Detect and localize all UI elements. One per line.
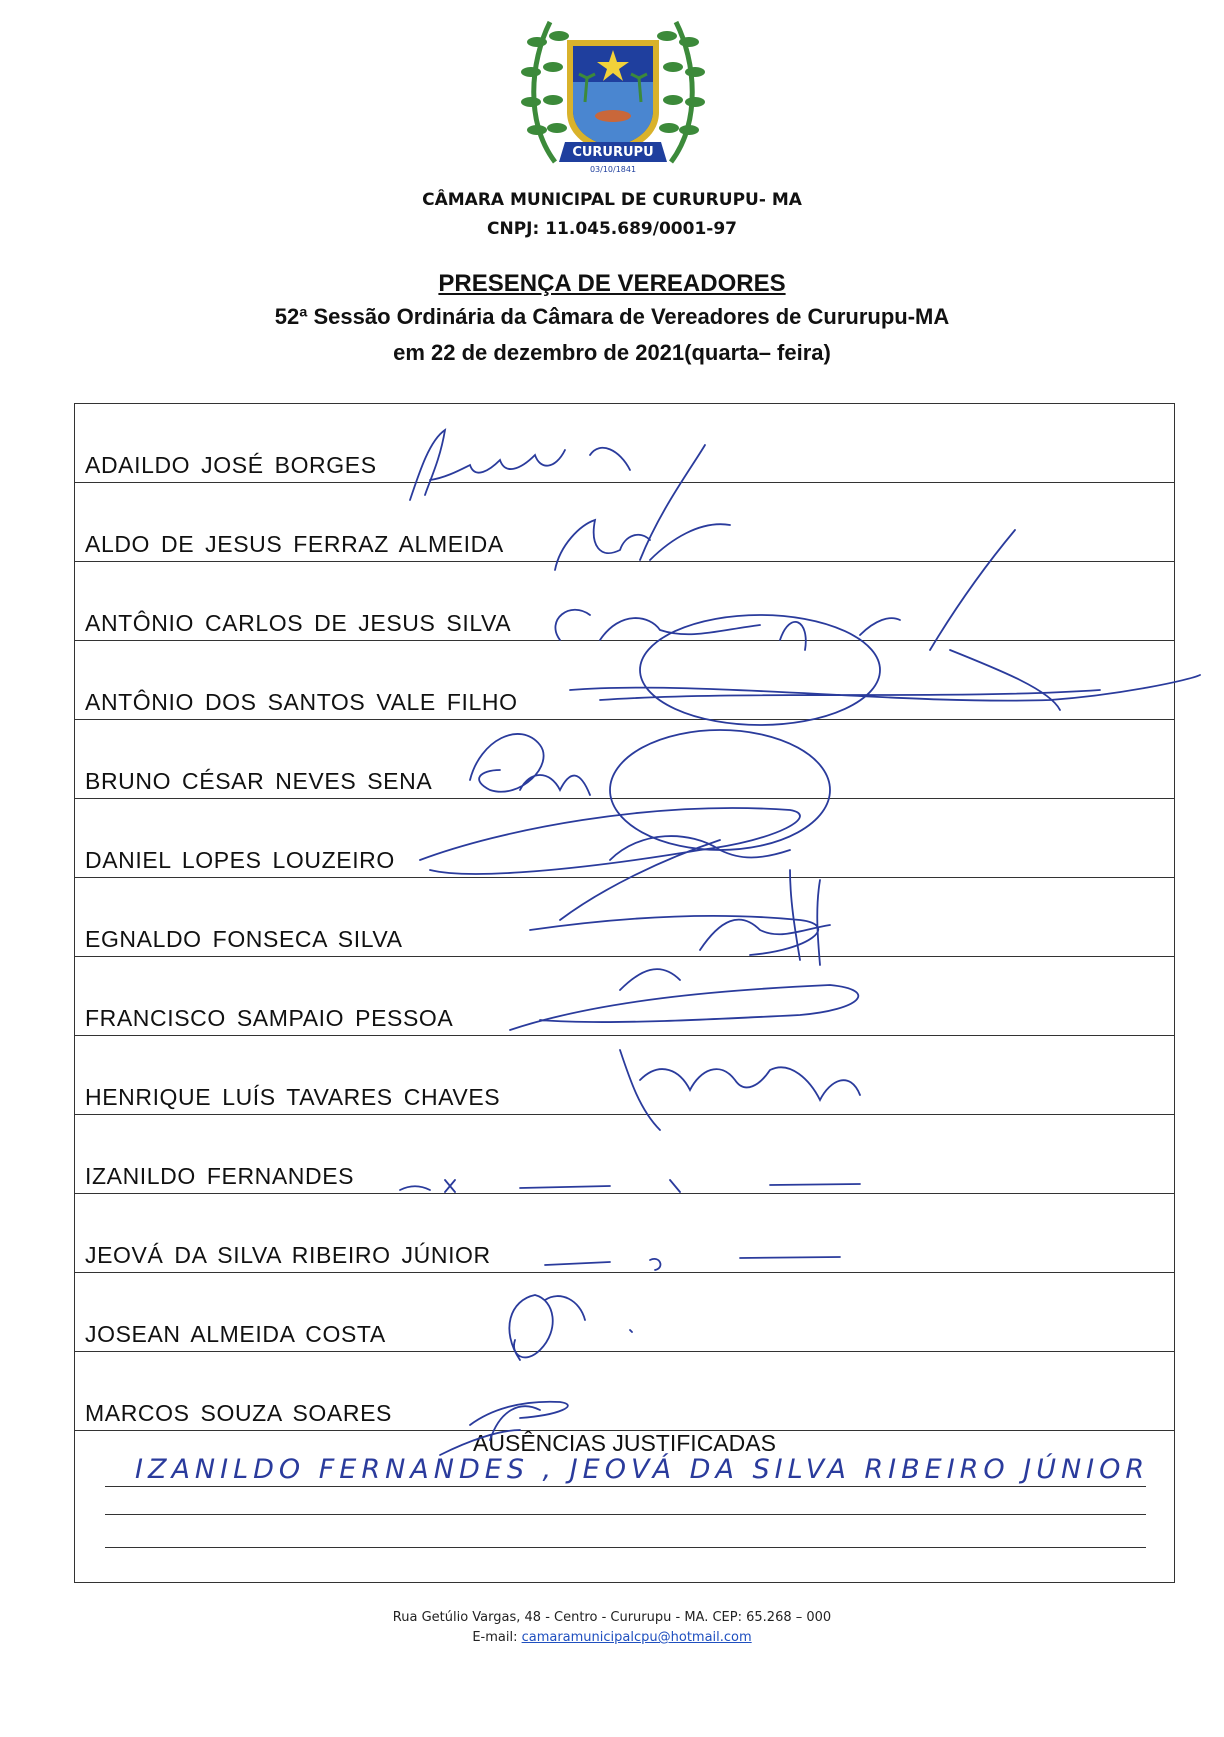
absences-line (105, 1486, 1146, 1487)
absences-title: AUSÊNCIAS JUSTIFICADAS (473, 1430, 776, 1456)
member-name: ADAILDO JOSÉ BORGES (85, 452, 377, 478)
municipal-crest-icon (515, 12, 711, 178)
member-name: ANTÔNIO DOS SANTOS VALE FILHO (85, 689, 518, 715)
member-name: FRANCISCO SAMPAIO PESSOA (85, 1005, 454, 1031)
session-title: 52ª Sessão Ordinária da Câmara de Vereadores de Cururupu-MA (274, 304, 950, 329)
attendance-row (75, 720, 1174, 799)
attendance-row (75, 1115, 1174, 1194)
member-name: BRUNO CÉSAR NEVES SENA (85, 768, 433, 794)
attendance-row (75, 957, 1174, 1036)
crest-label: CURURUPU (572, 145, 654, 160)
document-title: PRESENÇA DE VEREADORES (438, 270, 786, 297)
member-name: JEOVÁ DA SILVA RIBEIRO JÚNIOR (85, 1242, 491, 1268)
member-name: ALDO DE JESUS FERRAZ ALMEIDA (85, 531, 504, 557)
crest-date: 03/10/1841 (589, 165, 637, 174)
member-name: DANIEL LOPES LOUZEIRO (85, 847, 395, 873)
member-name: HENRIQUE LUÍS TAVARES CHAVES (85, 1084, 501, 1110)
attendance-row (75, 1194, 1174, 1273)
member-name: JOSEAN ALMEIDA COSTA (85, 1321, 386, 1347)
attendance-row (75, 562, 1174, 641)
absences-handwritten-text: IZANILDO FERNANDES , JEOVÁ DA SILVA RIBEIRO JÚNIOR (135, 1454, 1150, 1485)
attendance-sheet (74, 403, 1175, 1583)
footer-email-link[interactable]: camaramunicipalcpu@hotmail.com (521, 1630, 752, 1645)
attendance-row (75, 1273, 1174, 1352)
attendance-row (75, 878, 1174, 957)
attendance-row (75, 1352, 1174, 1431)
absences-line (105, 1514, 1146, 1515)
attendance-row (75, 404, 1174, 483)
member-name: ANTÔNIO CARLOS DE JESUS SILVA (85, 610, 512, 636)
attendance-row (75, 1036, 1174, 1115)
member-name: IZANILDO FERNANDES (85, 1163, 355, 1189)
attendance-row (75, 799, 1174, 878)
footer-email-line (0, 1630, 1224, 1645)
cnpj-number: CNPJ: 11.045.689/0001-97 (487, 219, 737, 239)
organization-name: CÂMARA MUNICIPAL DE CURURUPU- MA (422, 190, 802, 210)
member-name: EGNALDO FONSECA SILVA (85, 926, 403, 952)
attendance-row (75, 641, 1174, 720)
session-date: em 22 de dezembro de 2021(quarta– feira) (393, 340, 831, 365)
attendance-row (75, 483, 1174, 562)
footer-address: Rua Getúlio Vargas, 48 - Centro - Cururupu - MA. CEP: 65.268 – 000 (392, 1610, 832, 1625)
footer-email-label: E-mail: (472, 1630, 518, 1645)
member-name: MARCOS SOUZA SOARES (85, 1400, 392, 1426)
absences-line (105, 1547, 1146, 1548)
